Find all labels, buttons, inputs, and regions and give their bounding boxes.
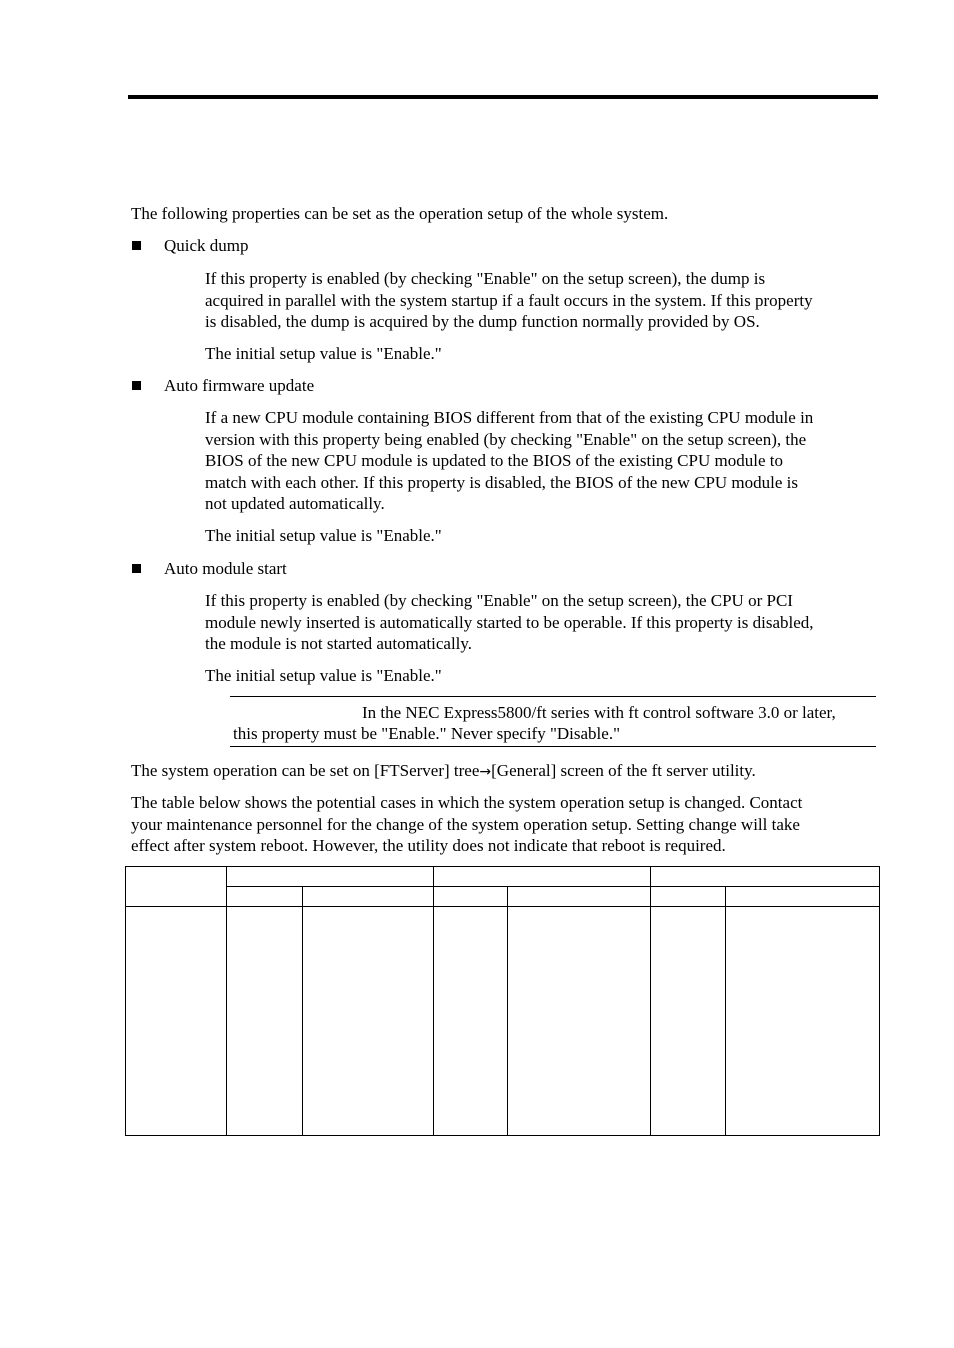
property-title-auto-firmware-update: Auto firmware update xyxy=(164,376,315,395)
table-header-cell xyxy=(508,887,651,907)
property-desc-line: version with this property being enabled (by checking "Enable" on the setup screen), the xyxy=(205,429,807,449)
table-header-cell xyxy=(726,887,880,907)
table-intro-line: your maintenance personnel for the change of the system operation setup. Setting change will take xyxy=(131,814,800,834)
property-desc-line: If this property is enabled (by checking "Enable" on the setup screen), the dump is xyxy=(205,269,766,288)
bullet-icon xyxy=(132,381,141,390)
property-desc-line: module newly inserted is automatically started to be operable. If this property is disabled, xyxy=(205,612,814,632)
property-desc-line: match with each other. If this property is disabled, the BIOS of the new CPU module is xyxy=(205,472,799,492)
table-intro-line: The table below shows the potential cases in which the system operation setup is changed. Contact xyxy=(131,793,803,812)
table-cell xyxy=(434,907,508,1136)
note-box xyxy=(230,696,876,747)
property-desc-line: If this property is enabled (by checking "Enable" on the setup screen), the CPU or PCI xyxy=(205,591,793,610)
table-cell xyxy=(303,907,434,1136)
table-subheader-row xyxy=(126,887,880,907)
property-desc-line: is disabled, the dump is acquired by the dump function normally provided by OS. xyxy=(205,312,760,331)
bullet-icon xyxy=(132,564,141,573)
property-desc-line: BIOS of the new CPU module is updated to the BIOS of the existing CPU module to xyxy=(205,451,783,470)
table-header-cell xyxy=(126,867,227,907)
table-header-cell xyxy=(227,867,434,887)
location-after: [General] screen of the ft server utility. xyxy=(491,761,756,780)
note-line: this property must be "Enable." Never specify "Disable." xyxy=(233,724,621,743)
property-desc-line: not updated automatically. xyxy=(205,494,385,513)
table-cell xyxy=(726,907,880,1136)
note-line: In the NEC Express5800/ft series with ft control software 3.0 or later, xyxy=(362,703,836,722)
table-cell xyxy=(126,907,227,1136)
header-rule xyxy=(128,95,878,99)
property-initial-value: The initial setup value is "Enable." xyxy=(205,526,442,545)
property-desc-line: the module is not started automatically. xyxy=(205,634,473,653)
table-header-cell xyxy=(303,887,434,907)
setup-change-cases-table xyxy=(125,866,880,1136)
bullet-icon xyxy=(132,241,141,250)
table-cell xyxy=(227,907,303,1136)
table-header-cell xyxy=(434,867,651,887)
table-cell xyxy=(651,907,726,1136)
table-header-cell xyxy=(651,887,726,907)
property-initial-value: The initial setup value is "Enable." xyxy=(205,666,442,685)
table-header-cell xyxy=(227,887,303,907)
table-header-cell xyxy=(651,867,880,887)
intro-text: The following properties can be set as the operation setup of the whole system. xyxy=(131,204,669,223)
table-cell xyxy=(508,907,651,1136)
property-initial-value: The initial setup value is "Enable." xyxy=(205,344,442,363)
setup-location-text xyxy=(131,760,756,784)
table-header-cell xyxy=(434,887,508,907)
table-row xyxy=(126,907,880,1136)
property-desc-line: If a new CPU module containing BIOS different from that of the existing CPU module in xyxy=(205,408,814,427)
table-intro-line: effect after system reboot. However, the utility does not indicate that reboot is required. xyxy=(131,836,726,855)
arrow-right-icon: → xyxy=(479,764,492,780)
property-title-quick-dump: Quick dump xyxy=(164,236,249,255)
property-desc-line: acquired in parallel with the system startup if a fault occurs in the system. If this property xyxy=(205,290,813,310)
location-before: The system operation can be set on [FTServer] tree xyxy=(131,761,480,780)
table-header-row xyxy=(126,867,880,887)
property-title-auto-module-start: Auto module start xyxy=(164,559,287,578)
